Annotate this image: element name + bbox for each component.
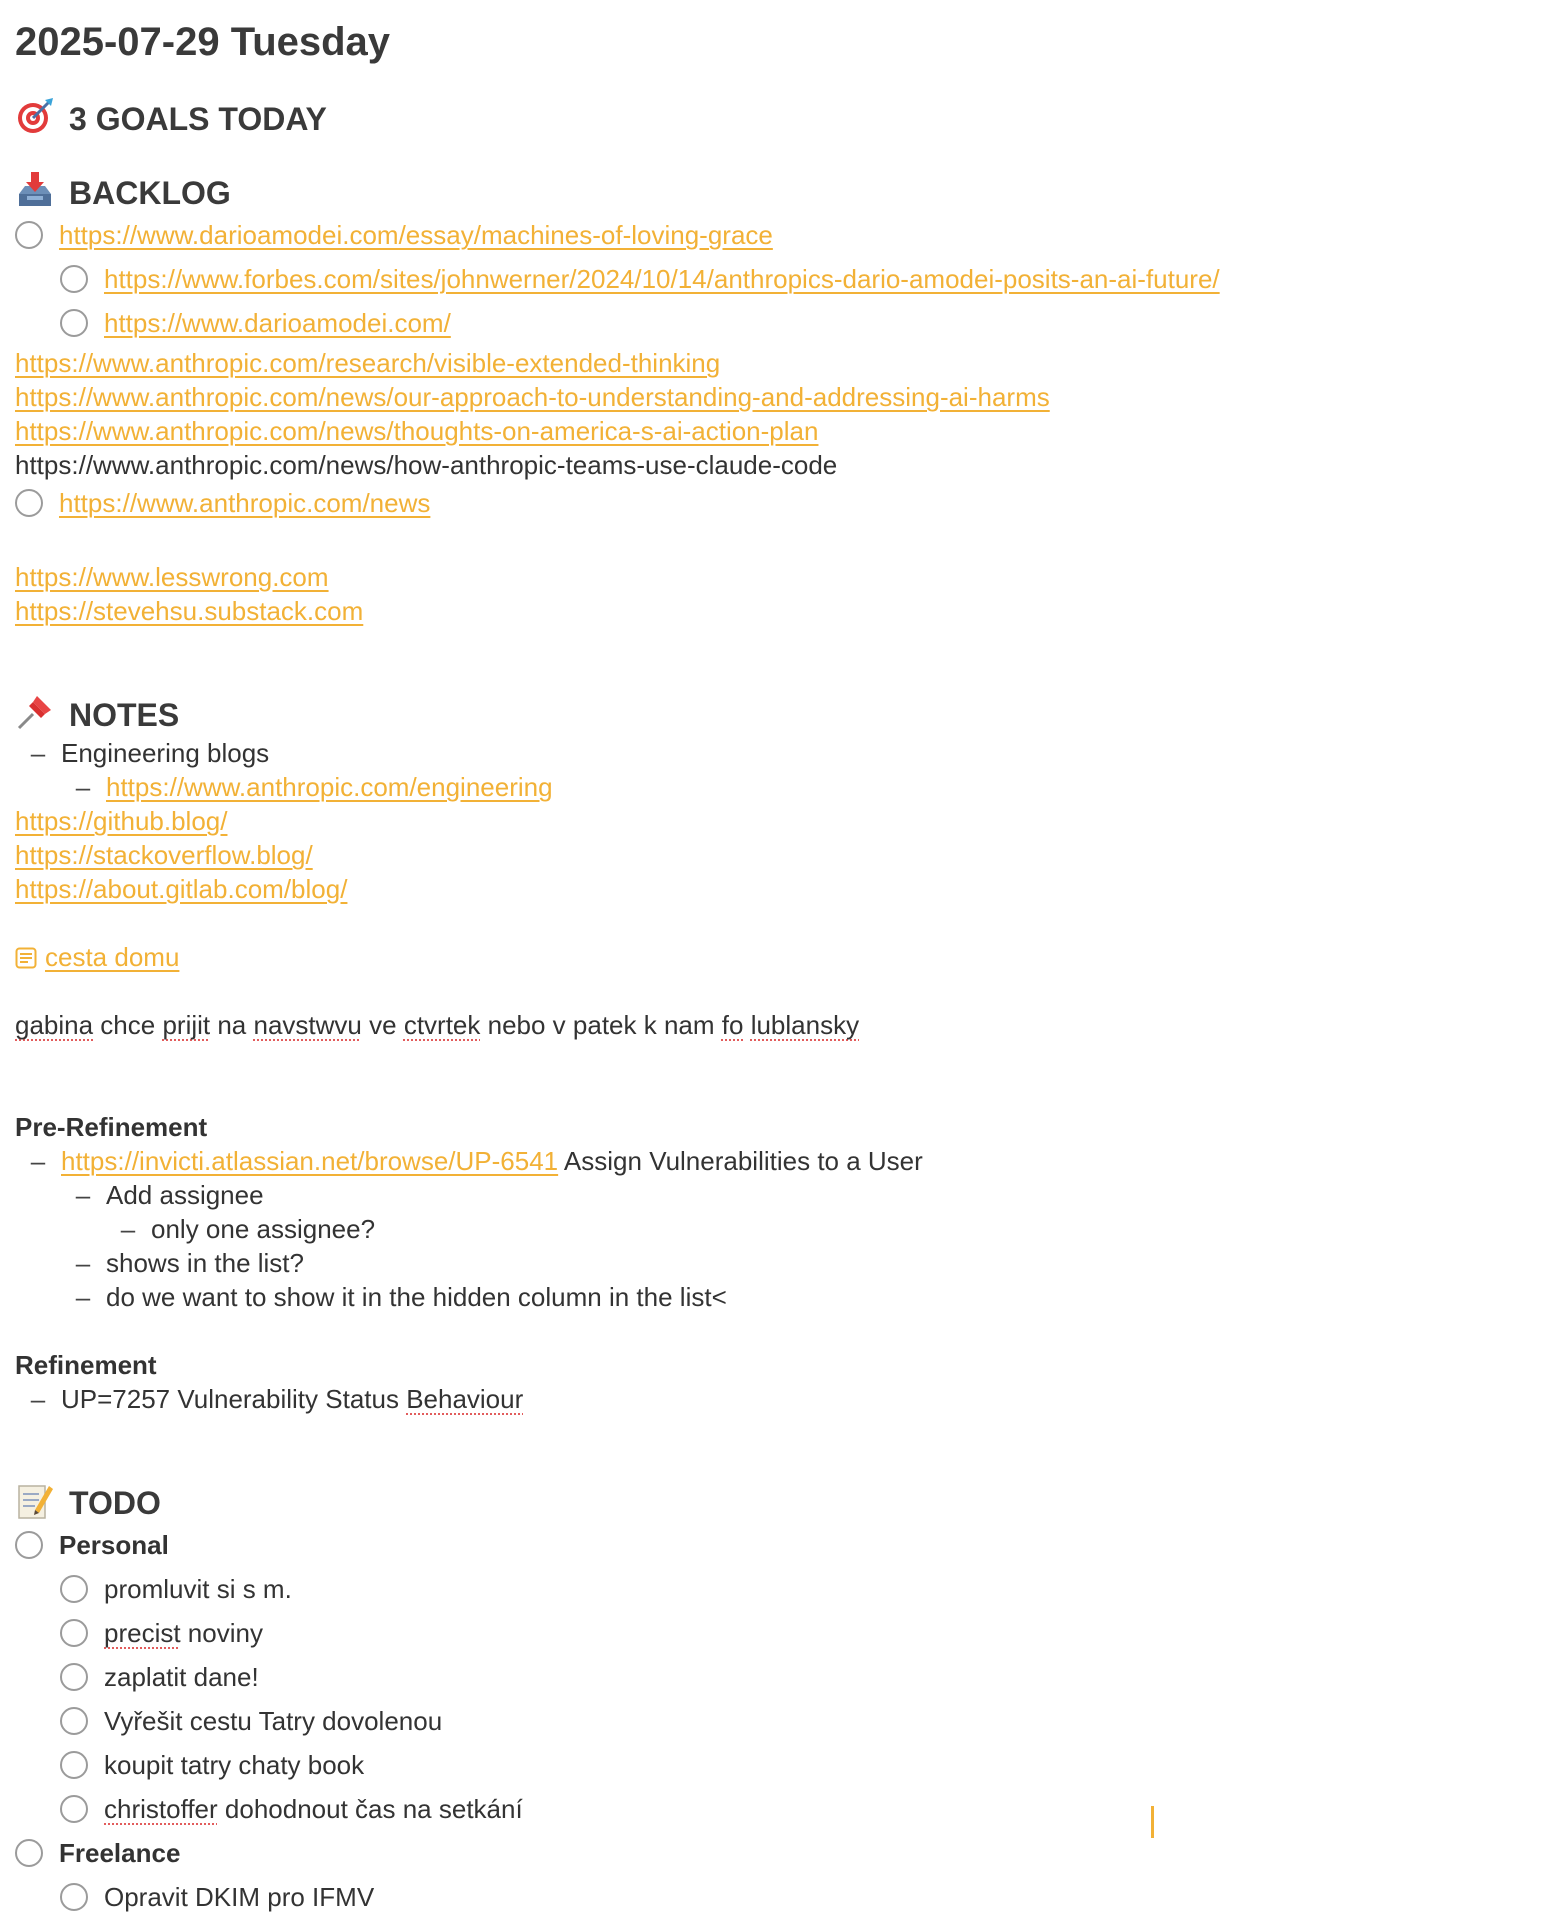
misspelled-word[interactable]: navstwvu [253, 1010, 362, 1040]
pushpin-icon [15, 692, 55, 732]
misspelled-word[interactable]: Behaviour [406, 1384, 524, 1414]
bullet-dash: – [120, 1214, 136, 1244]
note-link[interactable]: cesta domu [45, 942, 180, 972]
list-item [15, 1382, 523, 1416]
list-item-text: only one assignee? [151, 1214, 376, 1244]
todo-heading-text: TODO [69, 1485, 161, 1521]
todo-item [60, 1792, 523, 1826]
list-item [15, 872, 347, 906]
task-checkbox[interactable] [15, 221, 43, 249]
todo-item [60, 1660, 259, 1694]
todo-item [60, 1704, 442, 1738]
backlog-link[interactable]: https://www.lesswrong.com [15, 562, 329, 592]
goals-heading-text: 3 GOALS TODAY [69, 101, 327, 137]
misspelled-word[interactable]: gabina [15, 1010, 94, 1040]
backlog-item [15, 346, 720, 380]
backlog-link[interactable]: https://www.forbes.com/sites/johnwerner/2024/10/14/anthropics-dario-amodei-posits-an-ai-future/ [104, 264, 1220, 294]
notes-heading-text: NOTES [69, 697, 180, 733]
backlog-link[interactable]: https://www.darioamodei.com/ [104, 308, 451, 338]
task-checkbox[interactable] [60, 1707, 88, 1735]
todo-item [60, 1748, 364, 1782]
engineering-link[interactable]: https://github.blog/ [15, 806, 228, 836]
engineering-link[interactable]: https://www.anthropic.com/engineering [106, 772, 553, 802]
todo-group-freelance [15, 1836, 180, 1870]
list-item-text: UP=7257 Vulnerability Status [61, 1384, 407, 1414]
memo-icon [15, 1480, 55, 1520]
backlog-link[interactable]: https://www.darioamodei.com/essay/machines-of-loving-grace [59, 220, 773, 250]
goals-heading [15, 96, 327, 140]
note-link-row [15, 940, 179, 974]
pre-refinement-heading: Pre-Refinement [15, 1112, 208, 1142]
list-item [60, 1246, 304, 1280]
bullet-dash: – [30, 1384, 46, 1414]
backlog-link[interactable]: https://stevehsu.substack.com [15, 596, 364, 626]
todo-item [60, 1880, 374, 1914]
list-item-text: shows in the list? [106, 1248, 304, 1278]
backlog-link[interactable]: https://www.anthropic.com/research/visible-extended-thinking [15, 348, 721, 378]
bullet-dash: – [75, 772, 91, 802]
todo-item [60, 1616, 263, 1650]
todo-group-personal [15, 1528, 169, 1562]
backlog-item [15, 594, 363, 628]
inbox-tray-icon [15, 170, 55, 210]
bullet-dash: – [30, 738, 46, 768]
sentence-text: na [210, 1010, 254, 1040]
list-item [60, 770, 553, 804]
refinement-heading: Refinement [15, 1350, 157, 1380]
list-item [105, 1212, 375, 1246]
todo-text: promluvit si s m. [104, 1574, 292, 1604]
sentence-text [743, 1010, 750, 1040]
todo-item [60, 1572, 292, 1606]
task-checkbox[interactable] [60, 1619, 88, 1647]
task-checkbox[interactable] [60, 1795, 88, 1823]
task-checkbox[interactable] [60, 1575, 88, 1603]
list-item [15, 1144, 923, 1178]
misspelled-word[interactable]: prijit [162, 1010, 211, 1040]
backlog-link[interactable]: https://www.anthropic.com/news/our-approach-to-understanding-and-addressing-ai-harms [15, 382, 1050, 412]
engineering-link[interactable]: https://stackoverflow.blog/ [15, 840, 313, 870]
list-item-text: do we want to show it in the hidden column in the list< [106, 1282, 727, 1312]
sentence-text: ve [361, 1010, 404, 1040]
misspelled-word[interactable]: fo [721, 1010, 744, 1040]
backlog-link[interactable]: https://www.anthropic.com/news [59, 488, 431, 518]
misspelled-word[interactable]: ctvrtek [403, 1010, 481, 1040]
todo-group-label: Freelance [59, 1838, 181, 1868]
list-item-text: Add assignee [106, 1180, 264, 1210]
backlog-item [15, 560, 329, 594]
todo-text: Vyřešit cestu Tatry dovolenou [104, 1706, 443, 1736]
misspelled-word[interactable]: precist [104, 1618, 181, 1648]
task-checkbox[interactable] [15, 1839, 43, 1867]
backlog-plain-url: https://www.anthropic.com/news/how-anthropic-teams-use-claude-code [15, 450, 838, 480]
backlog-heading-text: BACKLOG [69, 175, 231, 211]
bullet-dash: – [30, 1146, 46, 1176]
task-checkbox[interactable] [60, 1751, 88, 1779]
list-item [15, 838, 313, 872]
target-icon [15, 96, 55, 136]
task-checkbox[interactable] [15, 489, 43, 517]
bullet-dash: – [75, 1248, 91, 1278]
bullet-dash: – [75, 1180, 91, 1210]
bullet-dash: – [75, 1282, 91, 1312]
sentence-text: nebo v patek k nam [480, 1010, 722, 1040]
jira-link-suffix: Assign Vulnerabilities to a User [558, 1146, 923, 1176]
todo-group-label: Personal [59, 1530, 169, 1560]
task-checkbox[interactable] [60, 309, 88, 337]
todo-text: dohodnout čas na setkání [217, 1794, 523, 1824]
notes-heading [15, 692, 179, 736]
backlog-item [15, 218, 773, 252]
backlog-heading [15, 170, 231, 214]
text-cursor [1151, 1806, 1154, 1838]
list-item [60, 1178, 264, 1212]
backlog-item [15, 486, 430, 520]
task-checkbox[interactable] [60, 265, 88, 293]
misspelled-word[interactable]: lublansky [750, 1010, 860, 1040]
todo-text: noviny [180, 1618, 263, 1648]
task-checkbox[interactable] [60, 1663, 88, 1691]
note-icon [15, 947, 37, 969]
backlog-link[interactable]: https://www.anthropic.com/news/thoughts-on-america-s-ai-action-plan [15, 416, 819, 446]
task-checkbox[interactable] [15, 1531, 43, 1559]
backlog-item [60, 306, 451, 340]
engineering-link[interactable]: https://about.gitlab.com/blog/ [15, 874, 348, 904]
todo-heading [15, 1480, 161, 1524]
list-item [15, 804, 227, 838]
page-title: 2025-07-29 Tuesday [15, 20, 391, 64]
engineering-blogs-label: Engineering blogs [61, 738, 270, 768]
list-item [15, 736, 269, 770]
list-item [60, 1280, 727, 1314]
sentence-text: chce [93, 1010, 163, 1040]
backlog-item [15, 414, 818, 448]
task-checkbox[interactable] [60, 1883, 88, 1911]
backlog-item [15, 380, 1050, 414]
todo-text: koupit tatry chaty book [104, 1750, 365, 1780]
todo-text: Opravit DKIM pro IFMV [104, 1882, 375, 1912]
note-sentence [15, 1008, 859, 1042]
todo-text: zaplatit dane! [104, 1662, 259, 1692]
backlog-item [60, 262, 1220, 296]
misspelled-word[interactable]: christoffer [104, 1794, 218, 1824]
jira-link[interactable]: https://invicti.atlassian.net/browse/UP-6541 [61, 1146, 559, 1176]
